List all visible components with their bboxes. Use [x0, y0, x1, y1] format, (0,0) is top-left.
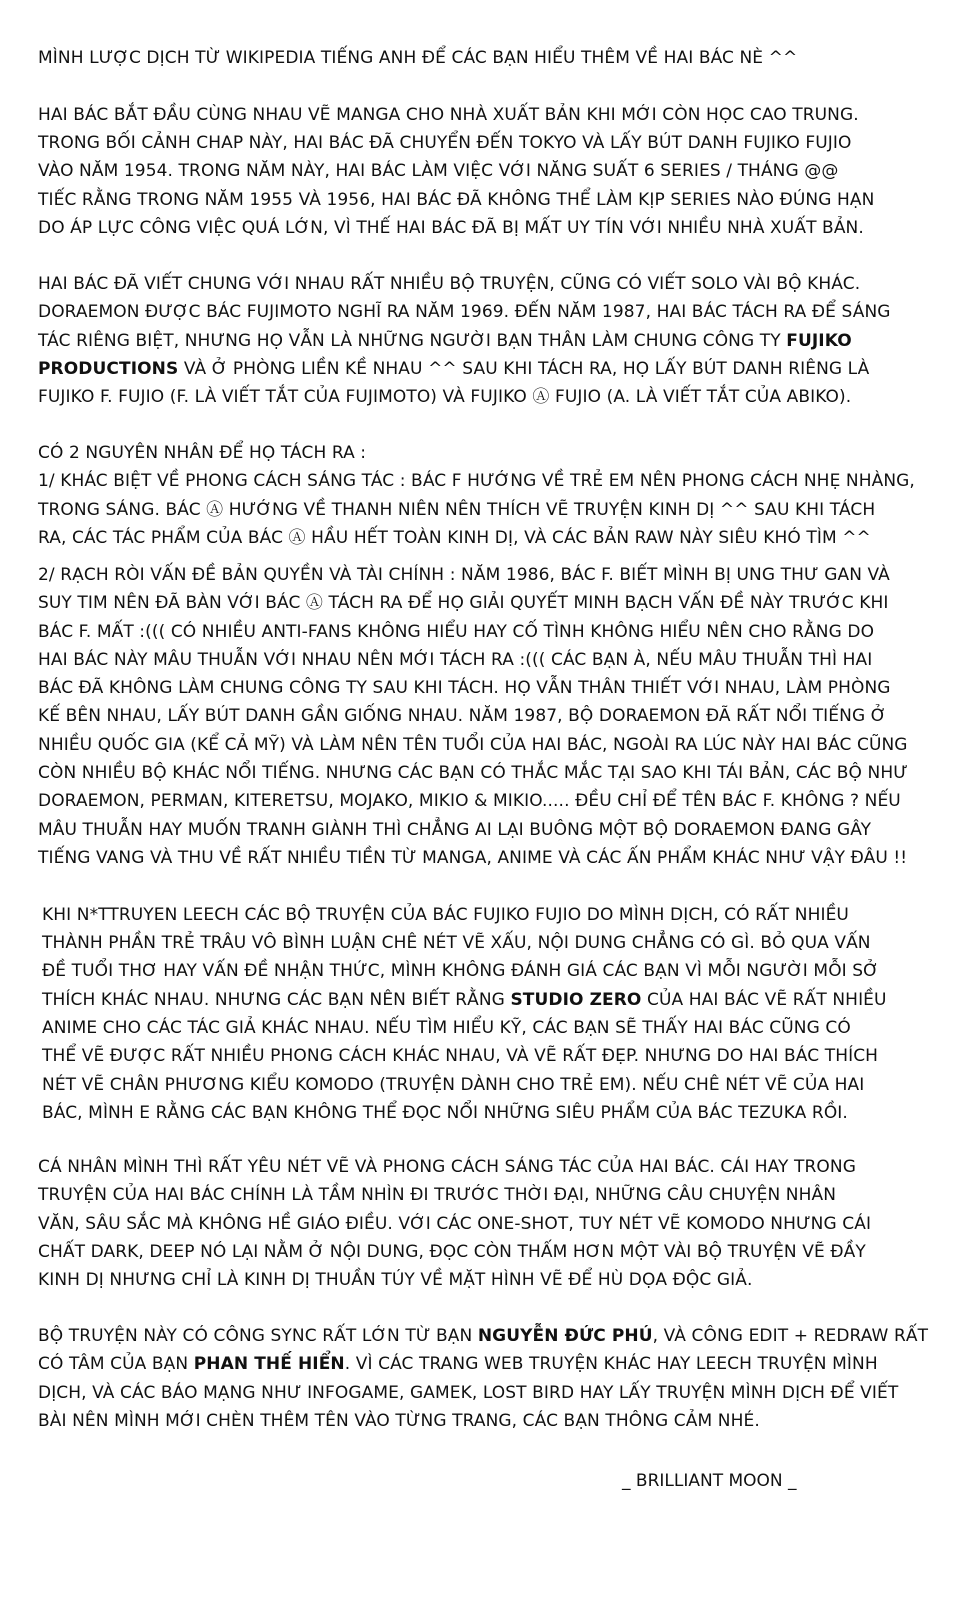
text-line [38, 1353, 878, 1375]
text-line: DỊCH, VÀ CÁC BÁO MẠNG NHƯ INFOGAME, GAMEK, LOST BIRD HAY LẤY TRUYỆN MÌNH DỊCH ĐỂ VIẾT [38, 1383, 899, 1403]
text-line [38, 330, 852, 352]
text-line: VĂN, SÂU SẮC MÀ KHÔNG HỀ GIÁO ĐIỀU. VỚI CÁC ONE-SHOT, TUY NÉT VẼ KOMODO NHƯNG CÁI [38, 1214, 872, 1234]
text-line [38, 1325, 928, 1347]
text-line [42, 989, 887, 1011]
text-line: KẾ BÊN NHAU, LẤY BÚT DANH GẦN GIỐNG NHAU. NĂM 1987, BỘ DORAEMON ĐÃ RẤT NỔI TIẾNG Ở [38, 706, 887, 726]
text-line: THÀNH PHẦN TRẺ TRÂU VÔ BÌNH LUẬN CHÊ NÉT VẼ XẤU, NỘI DUNG CHẲNG CÓ GÌ. BỎ QUA VẤN [42, 933, 871, 953]
text-line: BÀI NÊN MÌNH MỚI CHÈN THÊM TÊN VÀO TỪNG TRANG, CÁC BẠN THÔNG CẢM NHÉ. [38, 1411, 760, 1431]
signature-text: _ BRILLIANT MOON _ [622, 1471, 797, 1491]
studio-name-bold: STUDIO ZERO [510, 990, 642, 1010]
text-line: CÓ 2 NGUYÊN NHÂN ĐỂ HỌ TÁCH RA : [38, 443, 367, 463]
text-line: HAI BÁC NÀY MÂU THUẪN VỚI NHAU NÊN MỚI TÁCH RA :((( CÁC BẠN À, NẾU MÂU THUẪN THÌ HAI [38, 650, 873, 670]
text-span: CÓ TÂM CỦA BẠN [38, 1354, 189, 1374]
text-line: FUJIKO F. FUJIO (F. LÀ VIẾT TẮT CỦA FUJIMOTO) VÀ FUJIKO Ⓐ FUJIO (A. LÀ VIẾT TẮT CỦA ABIKO). [38, 387, 852, 407]
text-span: CỦA HAI BÁC VẼ RẤT NHIỀU [647, 990, 887, 1010]
text-span: . VÌ CÁC TRANG WEB TRUYỆN KHÁC HAY LEECH TRUYỆN MÌNH [344, 1354, 878, 1374]
credit-name-bold: NGUYỄN ĐỨC PHÚ [477, 1326, 653, 1346]
text-line: ANIME CHO CÁC TÁC GIẢ KHÁC NHAU. NẾU TÌM HIỂU KỸ, CÁC BẠN SẼ THẤY HAI BÁC CŨNG CÓ [42, 1018, 851, 1038]
text-line: TRONG SÁNG. BÁC Ⓐ HƯỚNG VỀ THANH NIÊN NÊN THÍCH VẼ TRUYỆN KINH DỊ ^^ SAU KHI TÁCH [38, 500, 876, 520]
text-line: KINH DỊ NHƯNG CHỈ LÀ KINH DỊ THUẦN TÚY VỀ MẶT HÌNH VẼ ĐỂ HÙ DỌA ĐỘC GIẢ. [38, 1270, 753, 1290]
company-name-bold: PRODUCTIONS [38, 359, 179, 379]
text-line: RA, CÁC TÁC PHẨM CỦA BÁC Ⓐ HẦU HẾT TOÀN KINH DỊ, VÀ CÁC BẢN RAW NÀY SIÊU KHÓ TÌM ^^ [38, 528, 871, 548]
signature [622, 1470, 797, 1492]
text-line: ĐỀ TUỔI THƠ HAY VẤN ĐỀ NHẬN THỨC, MÌNH KHÔNG ĐÁNH GIÁ CÁC BẠN VÌ MỖI NGƯỜI MỖI SỞ [42, 961, 879, 981]
text-span: TÁC RIÊNG BIỆT, NHƯNG HỌ VẪN LÀ NHỮNG NGƯỜI BẠN THÂN LÀM CHUNG CÔNG TY [38, 331, 781, 351]
text-line: 2/ RẠCH RÒI VẤN ĐỀ BẢN QUYỀN VÀ TÀI CHÍNH : NĂM 1986, BÁC F. BIẾT MÌNH BỊ UNG THƯ GAN VÀ [38, 565, 890, 585]
text-span: VÀ Ở PHÒNG LIỀN KỀ NHAU ^^ SAU KHI TÁCH RA, HỌ LẤY BÚT DANH RIÊNG LÀ [183, 359, 870, 379]
text-line: MÂU THUẪN HAY MUỐN TRANH GIÀNH THÌ CHẲNG AI LẠI BUÔNG MỘT BỘ DORAEMON ĐANG GÂY [38, 820, 872, 840]
text-span: THÍCH KHÁC NHAU. NHƯNG CÁC BẠN NÊN BIẾT RẰNG [42, 990, 505, 1010]
intro-line: MÌNH LƯỢC DỊCH TỪ WIKIPEDIA TIẾNG ANH ĐỂ CÁC BẠN HIỂU THÊM VỀ HAI BÁC NÈ ^^ [38, 48, 798, 68]
text-line: HAI BÁC ĐÃ VIẾT CHUNG VỚI NHAU RẤT NHIỀU BỘ TRUYỆN, CŨNG CÓ VIẾT SOLO VÀI BỘ KHÁC. [38, 274, 861, 294]
text-line: NÉT VẼ CHÂN PHƯƠNG KIỂU KOMODO (TRUYỆN DÀNH CHO TRẺ EM). NẾU CHÊ NÉT VẼ CỦA HAI [42, 1075, 865, 1095]
text-line: CÒN NHIỀU BỘ KHÁC NỔI TIẾNG. NHƯNG CÁC BẠN CÓ THẮC MẮC TẠI SAO KHI TÁI BẢN, CÁC BỘ NHƯ [38, 763, 908, 783]
text-line: TRONG BỐI CẢNH CHAP NÀY, HAI BÁC ĐÃ CHUYỂN ĐẾN TOKYO VÀ LẤY BÚT DANH FUJIKO FUJIO [38, 133, 852, 153]
text-line: HAI BÁC BẮT ĐẦU CÙNG NHAU VẼ MANGA CHO NHÀ XUẤT BẢN KHI MỚI CÒN HỌC CAO TRUNG. [38, 105, 859, 125]
text-line: TIẾC RẰNG TRONG NĂM 1955 VÀ 1956, HAI BÁC ĐÃ KHÔNG THỂ LÀM KỊP SERIES NÀO ĐÚNG HẠN [38, 190, 875, 210]
text-line: 1/ KHÁC BIỆT VỀ PHONG CÁCH SÁNG TÁC : BÁC F HƯỚNG VỀ TRẺ EM NÊN PHONG CÁCH NHẸ NHÀNG, [38, 471, 915, 491]
text-line: VÀO NĂM 1954. TRONG NĂM NÀY, HAI BÁC LÀM VIỆC VỚI NĂNG SUẤT 6 SERIES / THÁNG @@ [38, 161, 839, 181]
company-name-bold: FUJIKO [786, 331, 852, 351]
text-span: BỘ TRUYỆN NÀY CÓ CÔNG SYNC RẤT LỚN TỪ BẠN [38, 1326, 473, 1346]
credit-name-bold: PHAN THẾ HIỂN [193, 1354, 345, 1374]
text-span: , VÀ CÔNG EDIT + REDRAW RẤT [652, 1326, 929, 1346]
text-line: DORAEMON ĐƯỢC BÁC FUJIMOTO NGHĨ RA NĂM 1969. ĐẾN NĂM 1987, HAI BÁC TÁCH RA ĐỂ SÁNG [38, 302, 891, 322]
text-line: TIẾNG VANG VÀ THU VỀ RẤT NHIỀU TIỀN TỪ MANGA, ANIME VÀ CÁC ẤN PHẨM KHÁC NHƯ VẬY ĐÂU !! [38, 848, 908, 868]
text-line: SUY TIM NÊN ĐÃ BÀN VỚI BÁC Ⓐ TÁCH RA ĐỂ HỌ GIẢI QUYẾT MINH BẠCH VẤN ĐỀ NÀY TRƯỚC KHI [38, 593, 889, 613]
text-line: DORAEMON, PERMAN, KITERETSU, MOJAKO, MIKIO & MIKIO..... ĐỀU CHỈ ĐỂ TÊN BÁC F. KHÔNG ? NẾU [38, 791, 901, 811]
text-line: BÁC F. MẤT :((( CÓ NHIỀU ANTI-FANS KHÔNG HIỂU HAY CỐ TÌNH KHÔNG HIỂU NÊN CHO RẰNG DO [38, 622, 875, 642]
text-line: CÁ NHÂN MÌNH THÌ RẤT YÊU NÉT VẼ VÀ PHONG CÁCH SÁNG TÁC CỦA HAI BÁC. CÁI HAY TRONG [38, 1157, 856, 1177]
text-line: NHIỀU QUỐC GIA (KỂ CẢ MỸ) VÀ LÀM NÊN TÊN TUỔI CỦA HAI BÁC, NGOÀI RA LÚC NÀY HAI BÁC CŨNG [38, 735, 908, 755]
text-line: THỂ VẼ ĐƯỢC RẤT NHIỀU PHONG CÁCH KHÁC NHAU, VÀ VẼ RẤT ĐẸP. NHƯNG DO HAI BÁC THÍCH [42, 1046, 879, 1066]
text-line: BÁC, MÌNH E RẰNG CÁC BẠN KHÔNG THỂ ĐỌC NỔI NHỮNG SIÊU PHẨM CỦA BÁC TEZUKA RỒI. [42, 1103, 848, 1123]
text-line: CHẤT DARK, DEEP NÓ LẠI NẰM Ở NỘI DUNG, ĐỌC CÒN THẤM HƠN MỘT VÀI BỘ TRUYỆN VẼ ĐẦY [38, 1242, 866, 1262]
text-line: KHI N*TTRUYEN LEECH CÁC BỘ TRUYỆN CỦA BÁC FUJIKO FUJIO DO MÌNH DỊCH, CÓ RẤT NHIỀU [42, 905, 849, 925]
text-line: BÁC ĐÃ KHÔNG LÀM CHUNG CÔNG TY SAU KHI TÁCH. HỌ VẪN THÂN THIẾT VỚI NHAU, LÀM PHÒNG [38, 678, 891, 698]
text-line: DO ÁP LỰC CÔNG VIỆC QUÁ LỚN, VÌ THẾ HAI BÁC ĐÃ BỊ MẤT UY TÍN VỚI NHIỀU NHÀ XUẤT BẢN. [38, 218, 864, 238]
text-line: TRUYỆN CỦA HAI BÁC CHÍNH LÀ TẦM NHÌN ĐI TRƯỚC THỜI ĐẠI, NHỮNG CÂU CHUYỆN NHÂN [38, 1185, 837, 1205]
text-line [38, 358, 869, 380]
